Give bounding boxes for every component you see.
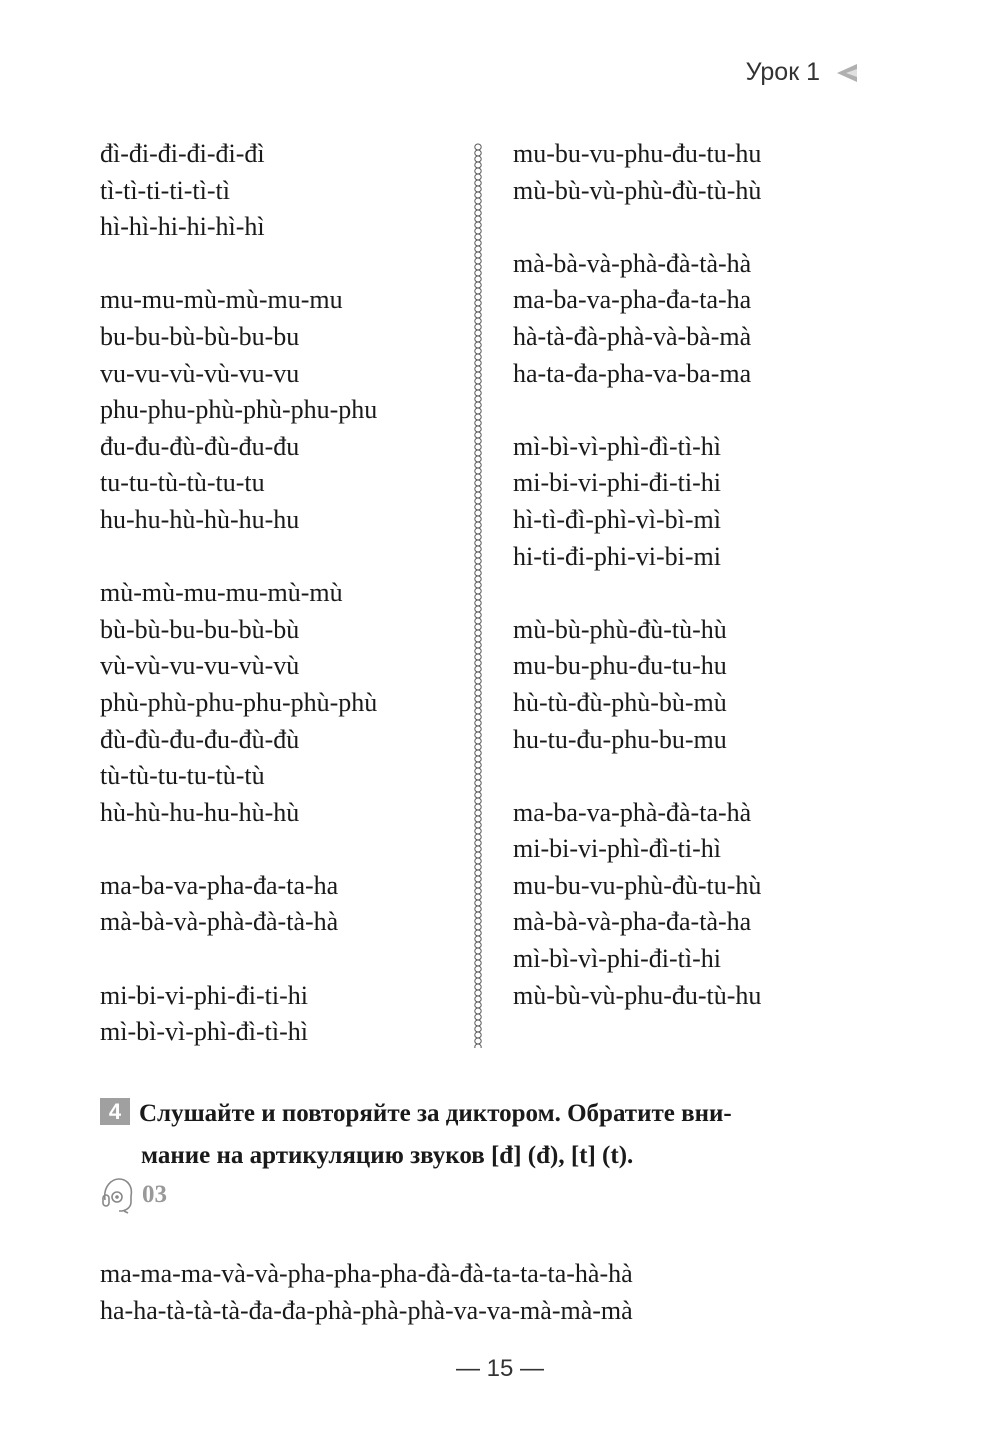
syllable-group	[513, 136, 933, 209]
audio-track-reference	[100, 1176, 167, 1214]
syllable-line: mu-bu-vu-phù-đù-tu-hù	[513, 870, 762, 900]
syllable-line: hi-ti-đi-phi-vi-bi-mi	[513, 541, 721, 571]
syllable-line: hu-hu-hù-hù-hu-hu	[100, 504, 300, 534]
syllable-line: ma-ba-va-phà-đà-ta-hà	[513, 797, 752, 827]
syllable-line: đì-đi-đi-đi-đi-đì	[100, 139, 265, 168]
syllable-line: bu-bu-bù-bù-bu-bu	[100, 321, 300, 351]
triangle-marker-icon	[836, 63, 858, 83]
syllable-line: hà-tà-đà-phà-và-bà-mà	[513, 321, 752, 351]
syllable-line: mu-bu-phu-đu-tu-hu	[513, 651, 727, 681]
syllable-line: mà-bà-và-pha-đa-tà-ha	[513, 907, 752, 937]
syllable-line: tu-tu-tù-tù-tu-tu	[100, 468, 265, 498]
syllable-line: đu-đu-đù-đù-đu-đu	[100, 431, 300, 461]
syllable-line: mì-bì-vì-phì-đì-tì-hì	[513, 431, 721, 461]
left-column	[100, 136, 480, 1087]
syllable-line: mu-bu-vu-phu-đu-tu-hu	[513, 139, 762, 168]
syllable-line: mù-mù-mu-mu-mù-mù	[100, 578, 343, 608]
syllable-line: mi-bi-vi-phì-đì-ti-hì	[513, 834, 721, 864]
syllable-line: mì-bì-vì-phi-đi-tì-hi	[513, 944, 721, 974]
syllable-group	[513, 612, 933, 758]
exercise-line: ha-ha-tà-tà-tà-đa-đa-phà-phà-phà-va-va-mà-mà-mà	[100, 1295, 633, 1325]
syllable-line: mù-bù-vù-phù-đù-tù-hù	[513, 175, 762, 205]
syllable-line: vù-vù-vu-vu-vù-vù	[100, 651, 300, 681]
syllable-line: ha-ta-đa-pha-va-ba-ma	[513, 358, 752, 388]
syllable-group	[513, 795, 933, 1015]
syllable-line: vu-vu-vù-vù-vu-vu	[100, 358, 300, 388]
right-column	[513, 136, 933, 1051]
syllable-line: bù-bù-bu-bu-bù-bù	[100, 614, 300, 644]
syllable-group	[100, 136, 480, 246]
lesson-title: Урок 1	[745, 58, 820, 86]
syllable-line: tì-tì-ti-ti-tì-tì	[100, 175, 230, 205]
syllable-line: hì-hì-hi-hi-hì-hì	[100, 212, 265, 242]
syllable-line: phù-phù-phu-phu-phù-phù	[100, 687, 378, 717]
syllable-line: hì-tì-đì-phì-vì-bì-mì	[513, 504, 721, 534]
exercise-lines	[100, 1256, 633, 1329]
exercise-instruction	[100, 1093, 880, 1177]
page-number: — 15 —	[455, 1355, 545, 1382]
syllable-line: mà-bà-và-phà-đà-tà-hà	[513, 248, 752, 278]
instruction-line-1: Слушайте и повторяйте за диктором. Обратите вни-	[139, 1100, 732, 1127]
syllable-line: ma-ba-va-pha-đa-ta-ha	[513, 285, 752, 315]
syllable-group	[100, 575, 480, 831]
syllable-group	[100, 868, 480, 941]
audio-track-number: 03	[142, 1181, 167, 1208]
syllable-line: phu-phu-phù-phù-phu-phu	[100, 395, 378, 425]
syllable-line: mù-bù-vù-phu-đu-tù-hu	[513, 980, 762, 1010]
instruction-line-2: мание на артикуляцию звуков [đ] (đ), [t] (t).	[141, 1142, 634, 1169]
column-divider	[470, 142, 486, 1048]
syllable-group	[513, 429, 933, 575]
syllable-group	[100, 282, 480, 538]
syllable-line: hù-tù-đù-phù-bù-mù	[513, 687, 727, 717]
syllable-line: mà-bà-và-phà-đà-tà-hà	[100, 907, 339, 937]
syllable-line: mu-mu-mù-mù-mu-mu	[100, 285, 343, 315]
syllable-line: mù-bù-phù-đù-tù-hù	[513, 614, 727, 644]
syllable-line: ma-ba-va-pha-đa-ta-ha	[100, 870, 339, 900]
syllable-line: hù-hù-hu-hu-hù-hù	[100, 797, 300, 827]
exercise-number-badge: 4	[100, 1098, 130, 1125]
syllable-line: tù-tù-tu-tu-tù-tù	[100, 761, 265, 791]
syllable-group	[100, 978, 480, 1051]
syllable-group	[513, 246, 933, 392]
syllable-line: mì-bì-vì-phì-đì-tì-hì	[100, 1017, 308, 1047]
syllable-line: mi-bi-vi-phi-đi-ti-hi	[513, 468, 721, 498]
syllable-line: đù-đù-đu-đu-đù-đù	[100, 724, 300, 754]
exercise-line: ma-ma-ma-và-và-pha-pha-pha-đà-đà-ta-ta-ta-hà-hà	[100, 1259, 633, 1288]
page-header	[746, 58, 858, 87]
headphones-icon	[100, 1176, 136, 1214]
syllable-line: mi-bi-vi-phi-đi-ti-hi	[100, 980, 308, 1010]
syllable-line: hu-tu-đu-phu-bu-mu	[513, 724, 727, 754]
